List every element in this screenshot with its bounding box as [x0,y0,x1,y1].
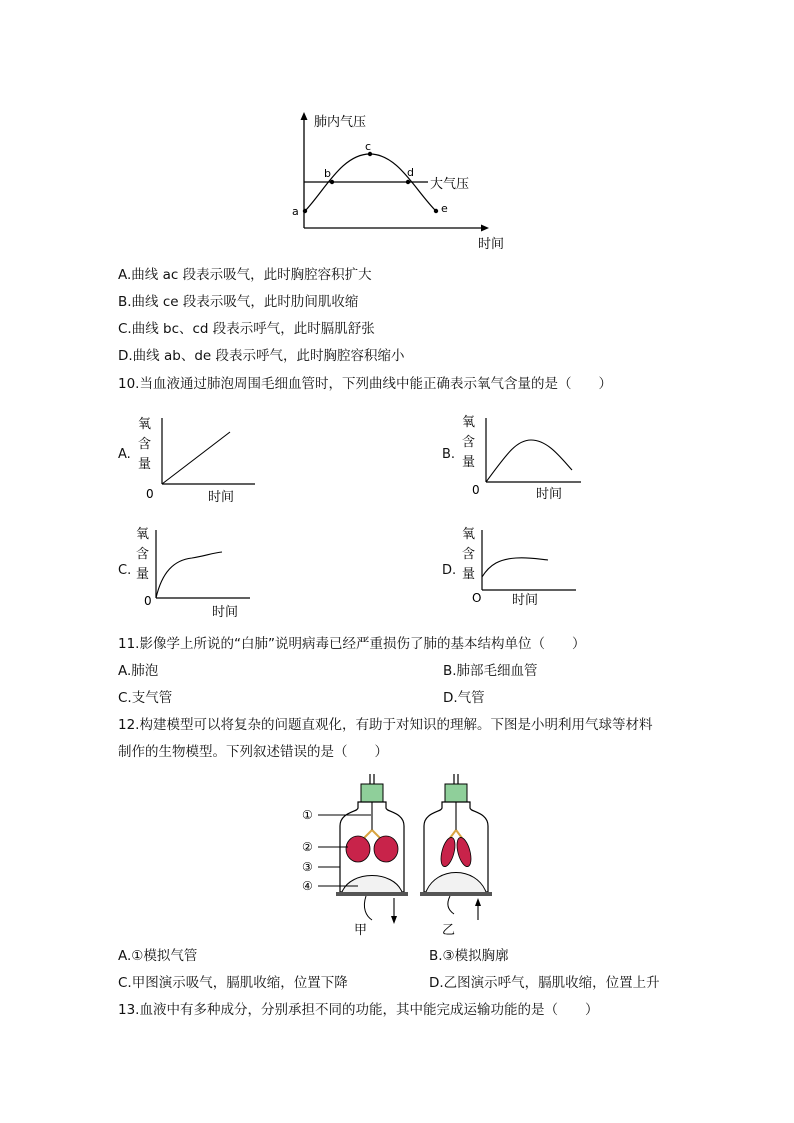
q11-option-d: D.气管 [443,690,485,706]
q11-option-a: A.肺泡 [118,663,159,679]
svg-text:时间: 时间 [536,487,563,502]
marker-1: ① [302,808,313,822]
q12-option-b: B.③模拟胸廓 [429,948,509,964]
y-axis-arrow [301,112,308,120]
q9-option-b: B.曲线 ce 段表示吸气，此时肋间肌收缩 [118,294,359,310]
lung-left-jia [346,836,370,862]
pressure-chart [280,110,530,255]
jar-label-jia: 甲 [354,923,368,938]
point-a [303,209,307,213]
svg-text:量: 量 [138,457,152,472]
stopper-jia [361,784,383,802]
q12-option-a: A.①模拟气管 [118,948,198,964]
svg-text:0: 0 [472,483,480,497]
q12-option-c: C.甲图演示吸气，膈肌收缩，位置下降 [118,975,348,991]
q10-graph-c [130,522,260,620]
svg-text:0: 0 [146,487,154,501]
svg-text:氧: 氧 [138,417,152,432]
svg-text:含: 含 [136,547,150,562]
svg-text:时间: 时间 [212,605,239,620]
q12-option-d: D.乙图演示呼气，膈肌收缩，位置上升 [429,975,660,991]
svg-text:氧: 氧 [462,527,476,542]
stopper-yi [445,784,467,802]
q11-stem: 11.影像学上所说的“白肺”说明病毒已经严重损伤了肺的基本结构单位（ ） [118,636,586,652]
lung-left-yi [438,836,457,868]
svg-text:含: 含 [462,435,476,450]
point-label-b: b [324,167,331,180]
x-axis-label: 时间 [478,237,505,252]
marker-4: ④ [302,879,313,893]
bell-jar-model [296,770,516,940]
q10-option-b-letter: B. [442,447,456,462]
q10-option-d-letter: D. [442,563,457,578]
point-e [434,209,438,213]
svg-text:时间: 时间 [512,593,539,608]
svg-text:氧: 氧 [462,415,476,430]
q11-option-c: C.支气管 [118,690,173,706]
svg-text:量: 量 [462,567,476,582]
q10-graph-d [456,522,586,612]
q10-stem: 10.当血液通过肺泡周围毛细血管时，下列曲线中能正确表示氧气含量的是（ ） [118,376,612,392]
q9-option-a: A.曲线 ac 段表示吸气，此时胸腔容积扩大 [118,267,372,283]
q9-option-d: D.曲线 ab、de 段表示呼气，此时胸腔容积缩小 [118,348,405,364]
svg-text:时间: 时间 [208,490,235,505]
q10-curve-b [486,440,572,482]
svg-text:量: 量 [136,567,150,582]
point-d [406,180,410,184]
svg-text:氧: 氧 [136,527,150,542]
q10-option-c-letter: C. [118,563,132,578]
q10-graph-b [456,410,586,505]
q12-stem-line2: 制作的生物模型。下列叙述错误的是（ ） [118,744,388,760]
svg-text:含: 含 [462,547,476,562]
marker-3: ③ [302,860,313,874]
q10-graph-a [130,410,260,505]
point-label-a: a [292,205,299,218]
point-label-e: e [441,202,448,215]
jar-label-yi: 乙 [442,923,456,938]
point-label-c: c [365,140,372,153]
lung-right-yi [454,836,473,868]
point-label-d: d [407,166,414,179]
q10-option-a-letter: A. [118,447,131,462]
jar-yi [420,774,492,920]
q9-option-c: C.曲线 bc、cd 段表示呼气，此时膈肌舒张 [118,321,375,337]
reference-label: 大气压 [430,177,470,192]
q13-stem: 13.血液中有多种成分，分别承担不同的功能，其中能完成运输功能的是（ ） [118,1002,599,1018]
point-b [330,180,334,184]
q10-curve-d [482,558,548,577]
svg-text:O: O [472,591,482,605]
svg-text:量: 量 [462,455,476,470]
x-axis-arrow [481,225,489,232]
svg-text:0: 0 [144,594,152,608]
marker-2: ② [302,840,313,854]
q12-stem-line1: 12.构建模型可以将复杂的问题直观化，有助于对知识的理解。下图是小明利用气球等材料 [118,717,653,733]
q10-curve-a [162,432,230,484]
q10-curve-c [156,552,222,598]
jar-jia [336,774,408,924]
svg-text:含: 含 [138,437,152,452]
lung-right-jia [374,836,398,862]
q11-option-b: B.肺部毛细血管 [443,663,538,679]
y-axis-label: 肺内气压 [314,115,367,130]
